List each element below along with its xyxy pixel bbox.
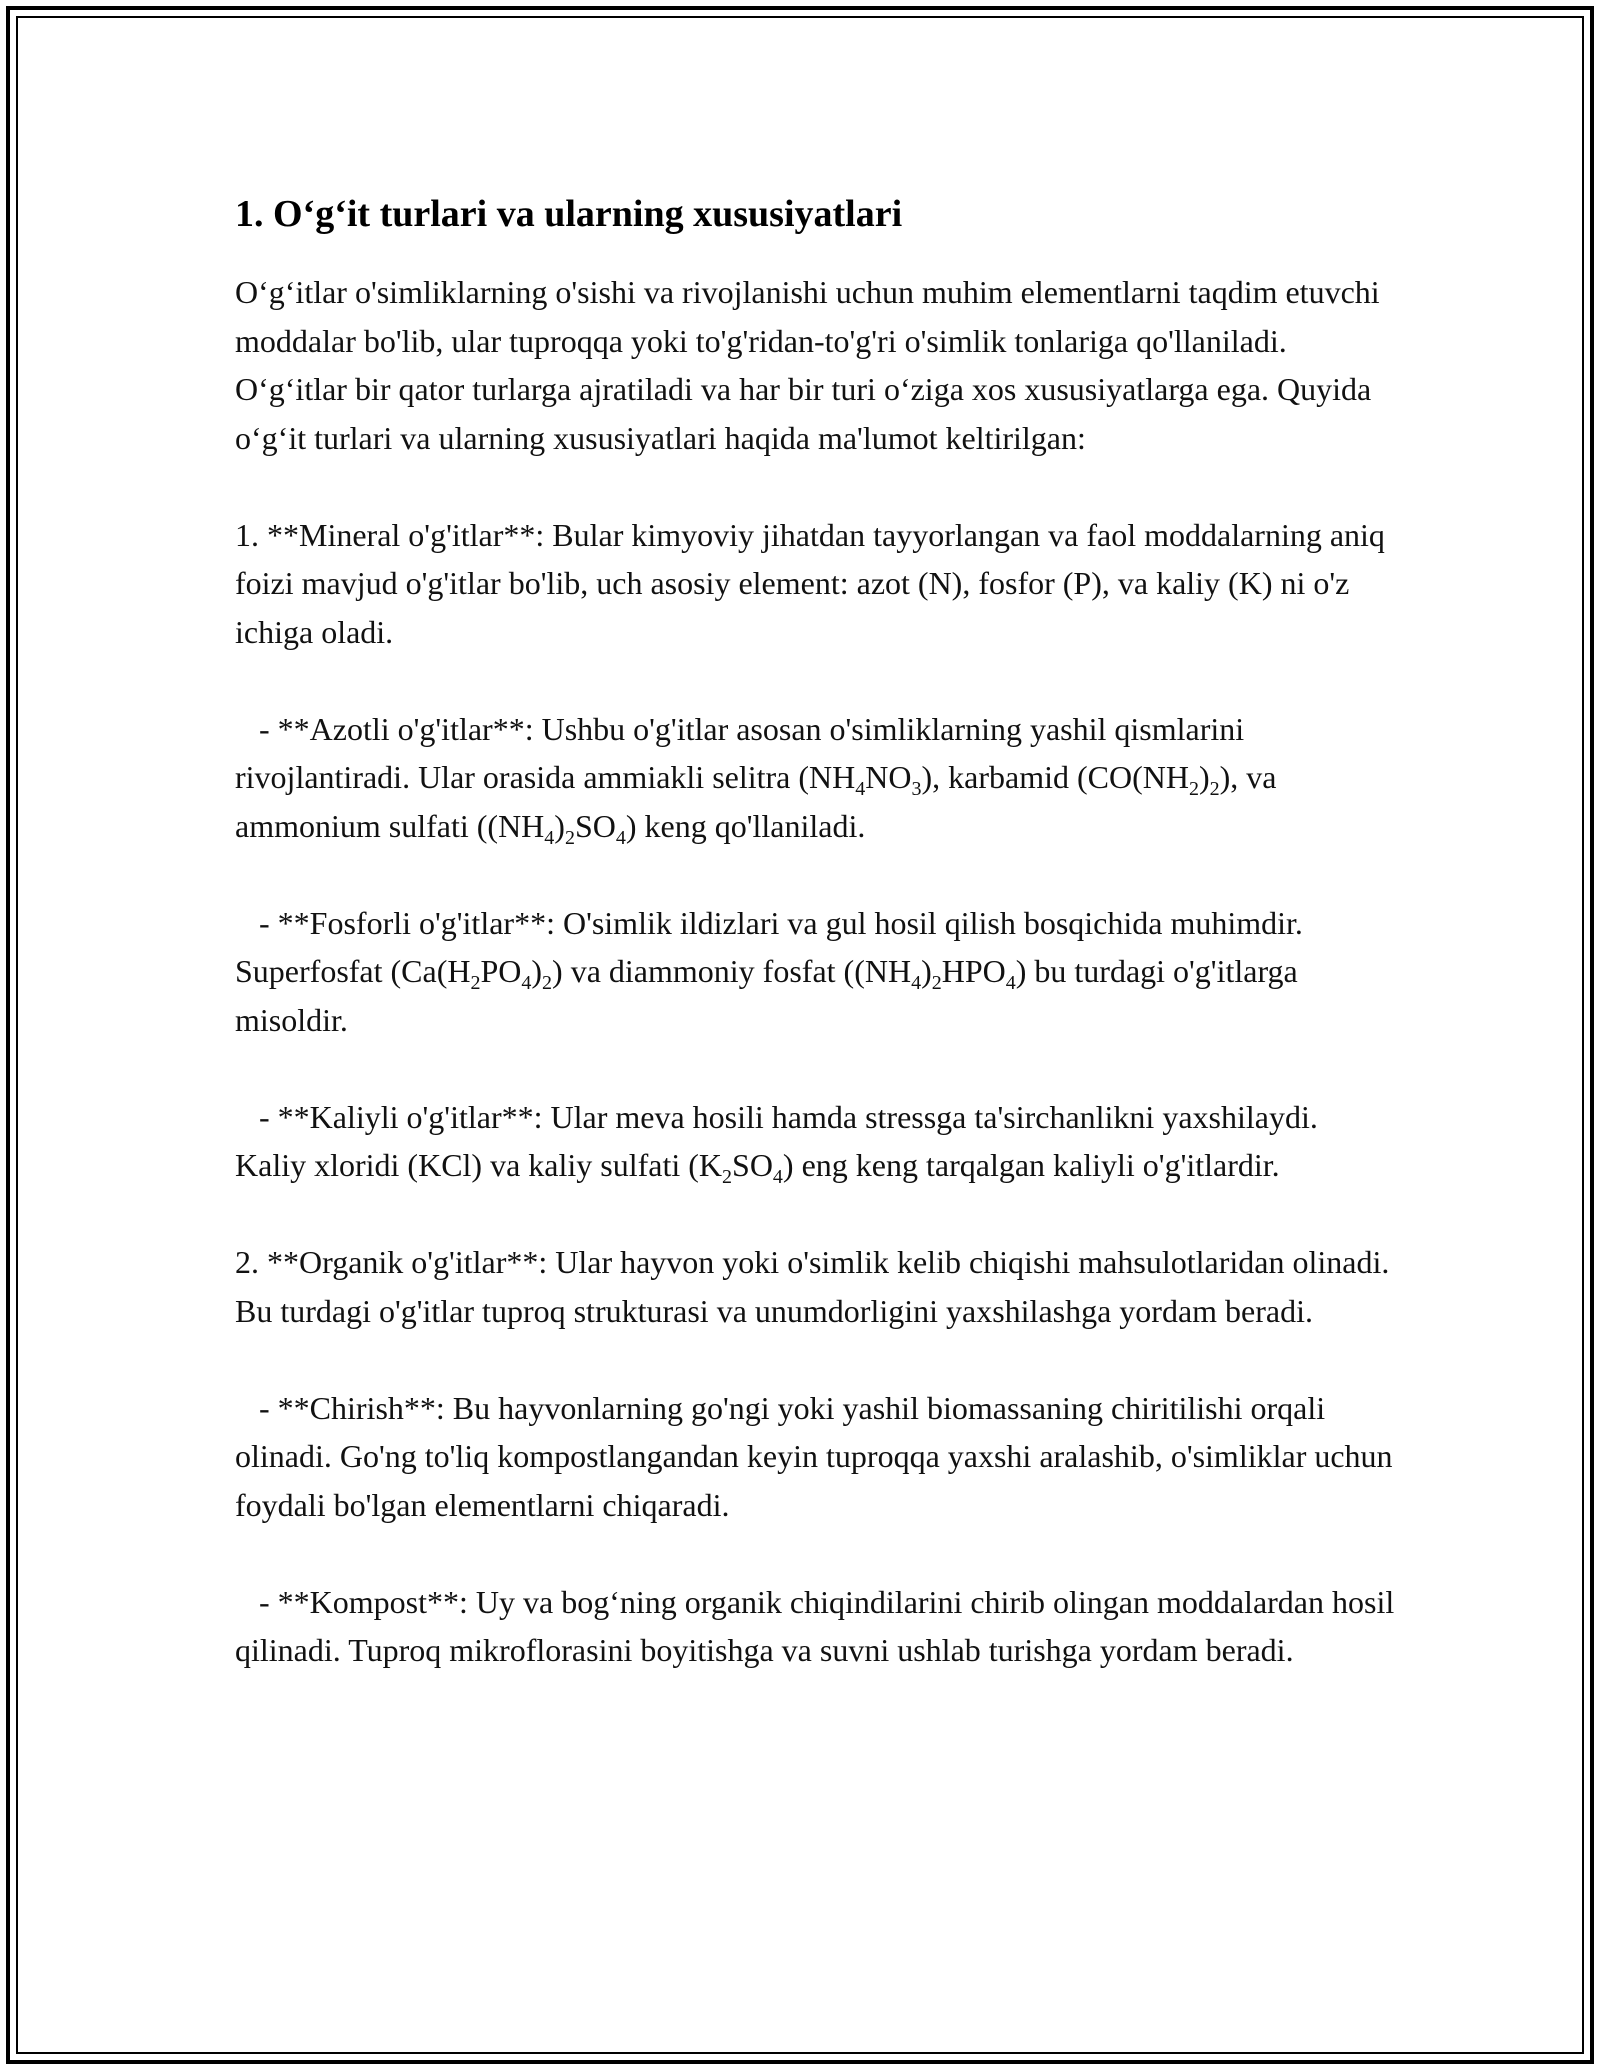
potassium-fertilizers-paragraph: - **Kaliyli o'g'itlar**: Ular meva hosili hamda stressga ta'sirchanlikni yaxshilaydi. Kaliy xloridi (KCl) va kaliy sulfati $(K_2SO_4)$ eng keng tarqalgan kaliyli o'g'itlardir. bbox=[235, 1098, 1326, 1188]
nitrogen-fertilizers-paragraph: - **Azotli o'g'itlar**: Ushbu o'g'itlar asosan o'simliklarning yashil qismlarini rivojlantiradi. Ular orasida ammiakli selitra $(NH_4NO_3)$, karbamid $(CO(NH_2)_2)$, va ammonium sulfati $((NH_4)_2SO_4)$ keng qo'llaniladi. bbox=[235, 710, 1285, 849]
mineral-fertilizers-paragraph: 1. **Mineral o'g'itlar**: Bular kimyoviy jihatdan tayyorlangan va faol moddalarning aniq foizi mavjud o'g'itlar bo'lib, uch asosiy element: azot (N), fosfor (P), va kaliy (K) ni o'z ichiga oladi. bbox=[235, 516, 1393, 650]
section-heading: 1. O‘g‘it turlari va ularning xususiyatlari bbox=[235, 193, 903, 235]
organic-fertilizers-paragraph: 2. **Organik o'g'itlar**: Ular hayvon yoki o'simlik kelib chiqishi mahsulotlaridan olinadi. Bu turdagi o'g'itlar tuproq strukturasi va unumdorligini yaxshilashga yordam beradi. bbox=[235, 1244, 1398, 1329]
document-body bbox=[235, 186, 1403, 1723]
manure-paragraph: - **Chirish**: Bu hayvonlarning go'ngi yoki yashil biomassaning chiritilishi orqali olinadi. Go'ng to'liq kompostlangandan keyin tuproqqa yaxshi aralashib, o'simliklar uchun foydali bo'lgan elementlarni chiqaradi. bbox=[235, 1389, 1401, 1523]
phosphorus-fertilizers-paragraph: - **Fosforli o'g'itlar**: O'simlik ildizlari va gul hosil qilish bosqichida muhimdir. Superfosfat $(Ca(H_2PO_4)_2)$ va diammoniy fosfat $((NH_4)_2HPO_4)$ bu turdagi o'g'itlarga misoldir. bbox=[235, 904, 1311, 1038]
compost-paragraph: - **Kompost**: Uy va bog‘ning organik chiqindilarini chirib olingan moddalardan hosil qilinadi. Tuproq mikroflorasini boyitishga va suvni ushlab turishga yordam beradi. bbox=[235, 1583, 1403, 1668]
intro-paragraph: O‘g‘itlar o'simliklarning o'sishi va rivojlanishi uchun muhim elementlarni taqdim etuvchi moddalar bo'lib, ular tuproqqa yoki to'g'ridan-to'g'ri o'simlik tonlariga qo'llaniladi. O‘g‘itlar bir qator turlarga ajratiladi va har bir turi o‘ziga xos xususiyatlarga ega. Quyida o‘g‘it turlari va ularning xususiyatlari haqida ma'lumot keltirilgan: bbox=[235, 274, 1388, 456]
